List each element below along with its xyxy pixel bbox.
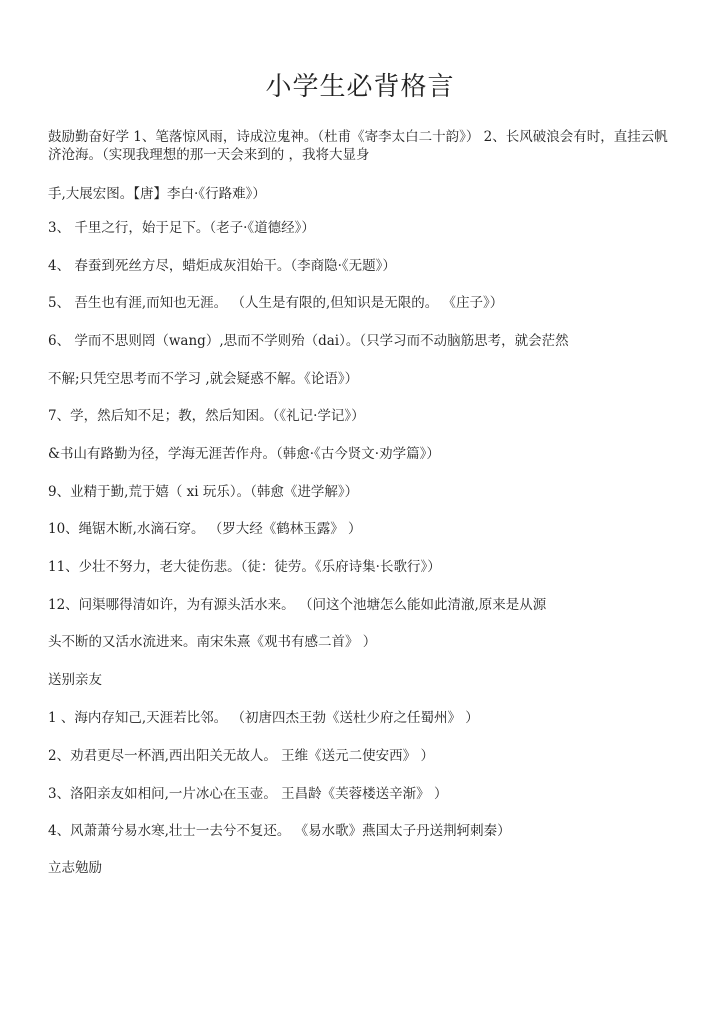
section-heading: 送别亲友 — [48, 672, 102, 688]
paragraph-encourage-study: 鼓励勤奋好学 1、笔落惊风雨，诗成泣鬼神。（杜甫《寄李太白二十韵》） 2、长风破浪会有时，直挂云帆济沧海。（实现我理想的那一天会来到的 ，我将大显身 — [48, 129, 668, 163]
text-line: 2、劝君更尽一杯酒,西出阳关无故人。 王维《送元二使安西》 ） — [48, 748, 434, 764]
section-heading: 立志勉励 — [48, 860, 102, 876]
text-line: 手,大展宏图。【唐】李白·《行路难》） — [48, 186, 266, 202]
text-line: 12、问渠哪得清如许，为有源头活水来。 （问这个池塘怎么能如此清澈,原来是从源 — [48, 597, 547, 613]
text-line: 5、 吾生也有涯,而知也无涯。 （人生是有限的,但知识是无限的。 《庄子》） — [48, 295, 504, 311]
text-line: 7、学，然后知不足；教，然后知困。（《礼记·学记》） — [48, 408, 365, 424]
page-title: 小学生必背格言 — [265, 72, 455, 102]
text-line: &书山有路勤为径，学海无涯苦作舟。（韩愈·《古今贤文·劝学篇》） — [48, 446, 440, 462]
text-line: 10、绳锯木断,水滴石穿。 （罗大经《鹤林玉露》 ） — [48, 521, 362, 537]
text-line: 4、 春蚕到死丝方尽，蜡炬成灰泪始干。（李商隐·《无题》） — [48, 258, 396, 274]
text-line: 不解;只凭空思考而不学习 ,就会疑惑不解。《论语》） — [48, 371, 359, 387]
text-line: 头不断的又活水流进来。南宋朱熹《观书有感二首》 ） — [48, 634, 377, 650]
text-line: 1 、海内存知己,天涯若比邻。 （初唐四杰王勃《送杜少府之任蜀州》 ） — [48, 710, 479, 726]
text-line: 3、 千里之行，始于足下。（老子·《道德经》） — [48, 220, 315, 236]
text-line: 11、少壮不努力，老大徒伤悲。（徒：徒劳。《乐府诗集·长歌行》） — [48, 559, 441, 575]
text-line: 6、 学而不思则罔（wang）,思而不学则殆（dai）。（只学习而不动脑筋思考，就会茫然 — [48, 333, 569, 349]
text-line: 9、业精于勤,荒于嬉（ xi 玩乐）。（韩愈《进学解》） — [48, 484, 359, 500]
text-line: 3、洛阳亲友如相问,一片冰心在玉壶。 王昌龄《芙蓉楼送辛渐》 ） — [48, 786, 448, 802]
text-line: 4、风萧萧兮易水寒,壮士一去兮不复还。 《易水歌》燕国太子丹送荆轲刺秦） — [48, 823, 511, 839]
